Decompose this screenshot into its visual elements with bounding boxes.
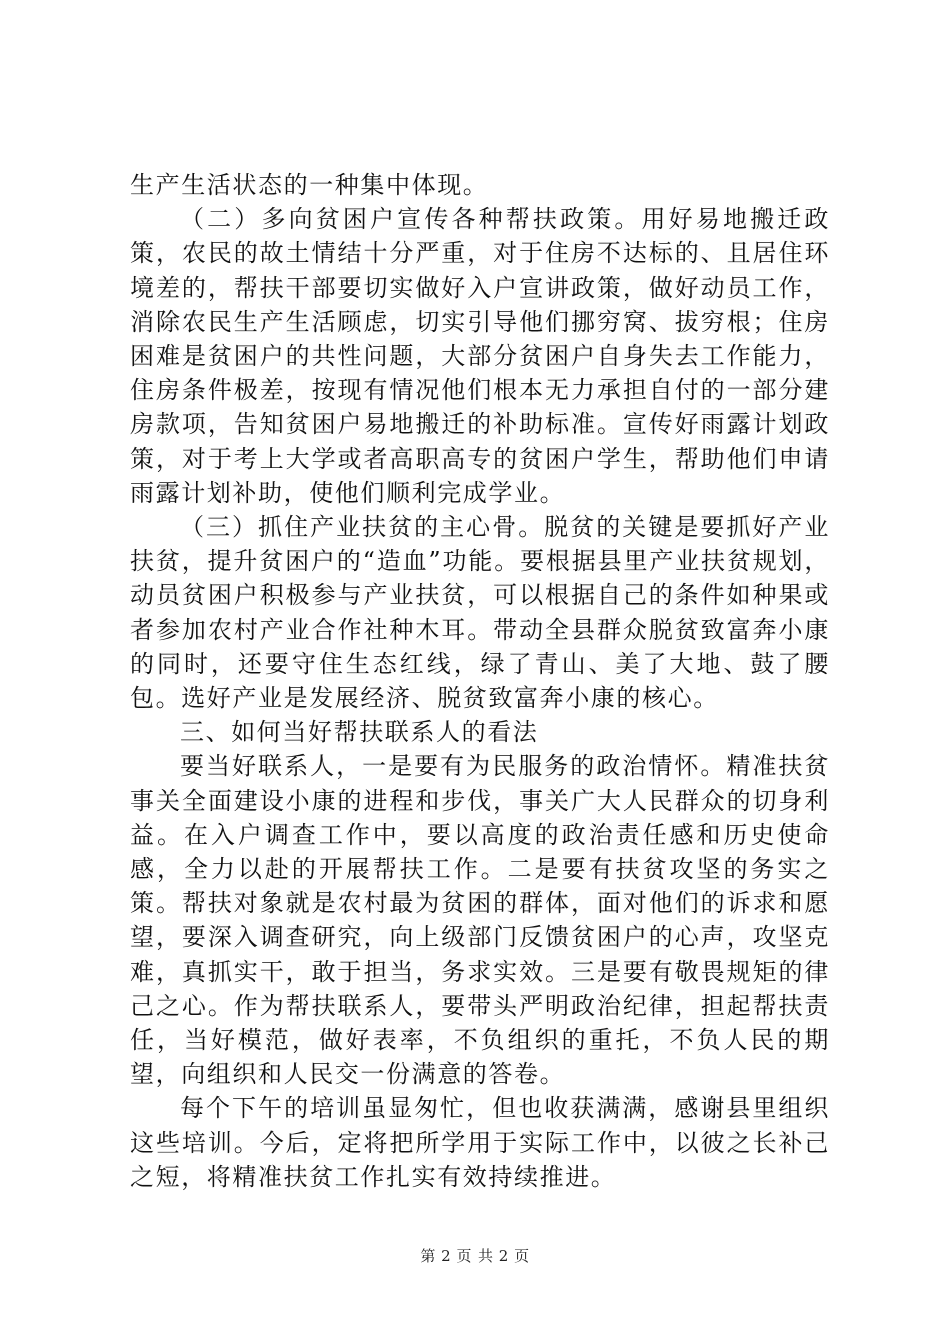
paragraph-continuation: 生产生活状态的一种集中体现。 [130, 171, 489, 199]
page-footer [0, 1245, 950, 1266]
page-number-total: 共 2 页 [478, 1247, 530, 1265]
page-number-current: 第 2 页 [420, 1247, 472, 1265]
paragraph-contact-person: 要当好联系人，一是要有为民服务的政治情怀。精准扶贫事关全面建设小康的进程和步伐，事关广大人民群众的切身利益。在入户调查工作中，要以高度的政治责任感和历史使命感，全力以赴的开展帮扶工作。二是要有扶贫攻坚的务实之策。帮扶对象就是农村最为贫困的群体，面对他们的诉求和愿望，要深入调查研究，向上级部门反馈贫困户的心声，攻坚克难，真抓实干，敢于担当，务求实效。三是要有敬畏规矩的律己之心。作为帮扶联系人，要带头严明政治纪律，担起帮扶责任，当好模范，做好表率，不负组织的重托，不负人民的期望，向组织和人民交一份满意的答卷。 [130, 752, 830, 1089]
paragraph-section-3: （三）抓住产业扶贫的主心骨。脱贫的关键是要抓好产业扶贫，提升贫困户的“造血”功能。要根据县里产业扶贫规划，动员贫困户积极参与产业扶贫，可以根据自己的条件如种果或者参加农村产业合作社种木耳。带动全县群众脱贫致富奔小康的同时，还要守住生态红线，绿了青山、美了大地、鼓了腰包。选好产业是发展经济、脱贫致富奔小康的核心。 [130, 513, 830, 713]
paragraph-conclusion: 每个下午的培训虽显匆忙，但也收获满满，感谢县里组织这些培训。今后，定将把所学用于实际工作中，以彼之长补己之短，将精准扶贫工作扎实有效持续推进。 [130, 1094, 830, 1191]
section-heading-3: 三、如何当好帮扶联系人的看法 [180, 718, 539, 747]
document-body [130, 168, 830, 1194]
paragraph-section-2: （二）多向贫困户宣传各种帮扶政策。用好易地搬迁政策，农民的故土情结十分严重，对于住房不达标的、且居住环境差的，帮扶干部要切实做好入户宣讲政策，做好动员工作，消除农民生产生活顾虑，切实引导他们挪穷窝、拔穷根；住房困难是贫困户的共性问题，大部分贫困户自身失去工作能力，住房条件极差，按现有情况他们根本无力承担自付的一部分建房款项，告知贫困户易地搬迁的补助标准。宣传好雨露计划政策，对于考上大学或者高职高专的贫困户学生，帮助他们申请雨露计划补助，使他们顺利完成学业。 [130, 205, 830, 507]
